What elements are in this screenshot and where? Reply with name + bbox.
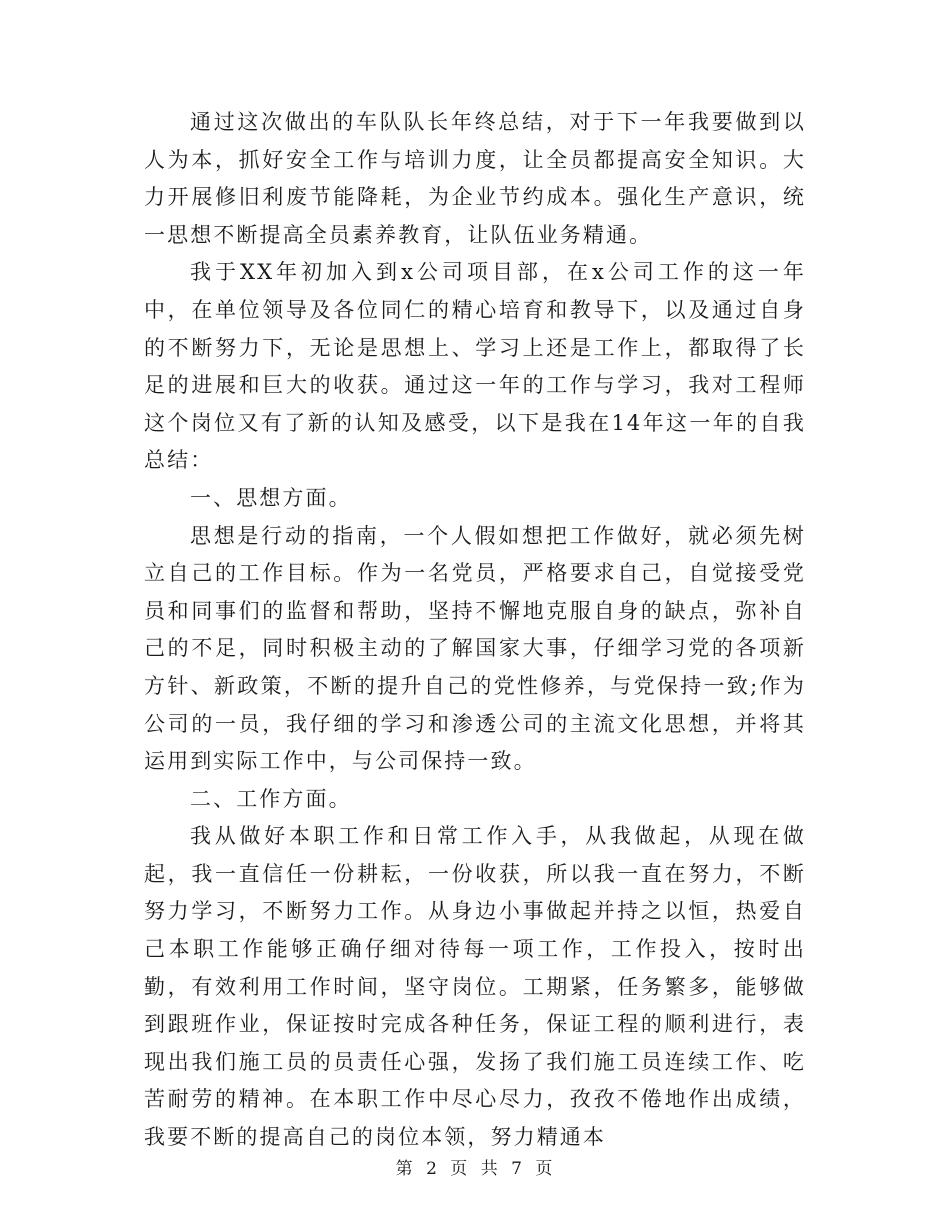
paragraph-self-intro: 我于XX年初加入到x公司项目部，在x公司工作的这一年中，在单位领导及各位同仁的精心培育和教导下，以及通过自身的不断努力下，无论是思想上、学习上还是工作上，都取得了长足的进展和巨大的收获。通过这一年的工作与学习，我对工程师这个岗位又有了新的认知及感受，以下是我在14年这一年的自我总结： xyxy=(144,260,806,473)
paragraph-thought: 思想是行动的指南，一个人假如想把工作做好，就必须先树立自己的工作目标。作为一名党员，严格要求自己，自觉接受党员和同事们的监督和帮助，坚持不懈地克服自身的缺点，弥补自己的不足，同时积极主动的了解国家大事，仔细学习党的各项新方针、新政策，不断的提升自己的党性修养，与党保持一致;作为公司的一员，我仔细的学习和渗透公司的主流文化思想，并将其运用到实际工作中，与公司保持一致。 xyxy=(144,523,806,774)
paragraph-summary-intro: 通过这次做出的车队队长年终总结，对于下一年我要做到以人为本，抓好安全工作与培训力度，让全员都提高安全知识。大力开展修旧利废节能降耗，为企业节约成本。强化生产意识，统一思想不断提高全员素养教育，让队伍业务精通。 xyxy=(144,110,806,247)
page-number-footer: 第 2 页 共 7 页 xyxy=(395,1159,555,1179)
section-heading-thought: 一、思想方面。 xyxy=(190,485,352,510)
paragraph-work: 我从做好本职工作和日常工作入手，从我做起，从现在做起，我一直信任一份耕耘，一份收获，所以我一直在努力，不断努力学习，不断努力工作。从身边小事做起并持之以恒，热爱自己本职工作能够正确仔细对待每一项工作，工作投入，按时出勤，有效利用工作时间，坚守岗位。工期紧，任务繁多，能够做到跟班作业，保证按时完成各种任务，保证工程的顺利进行，表现出我们施工员的员责任心强，发扬了我们施工员连续工作、吃苦耐劳的精神。在本职工作中尽心尽力，孜孜不倦地作出成绩，我要不断的提高自己的岗位本领，努力精通本 xyxy=(144,824,806,1150)
section-heading-work: 二、工作方面。 xyxy=(190,786,352,811)
document-body xyxy=(144,104,806,1157)
